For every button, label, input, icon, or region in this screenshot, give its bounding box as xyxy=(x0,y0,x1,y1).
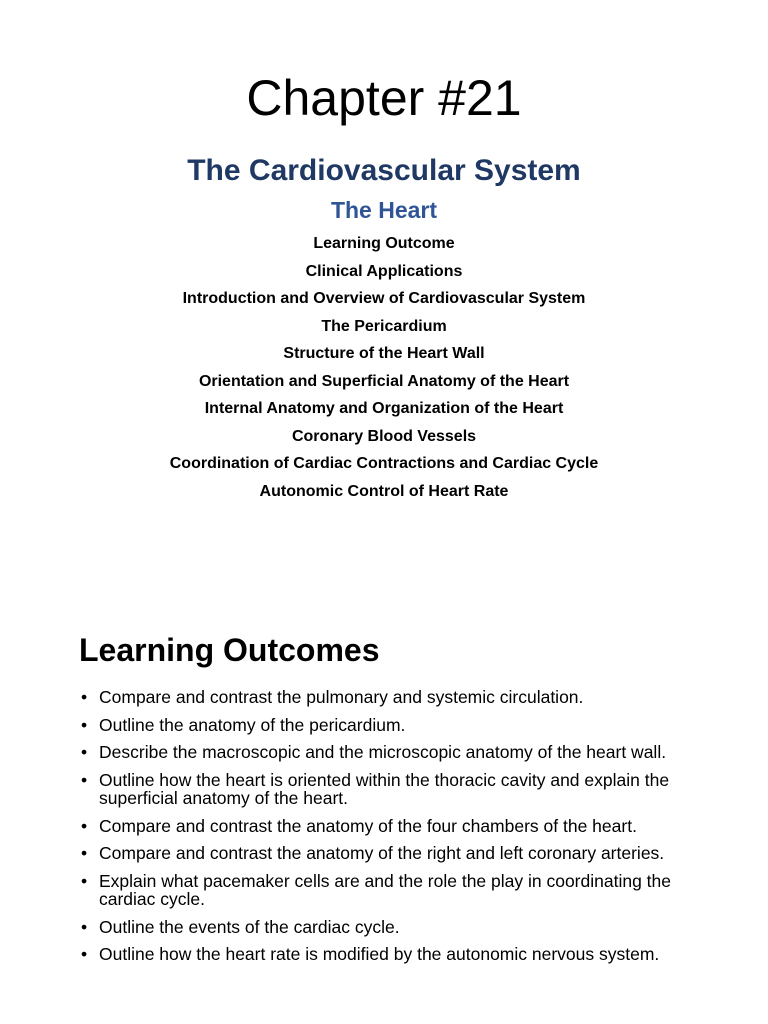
outcome-text: Compare and contrast the anatomy of the right and left coronary arteries. xyxy=(99,843,665,863)
outcome-text: Compare and contrast the anatomy of the four chambers of the heart. xyxy=(99,815,637,836)
toc-item: Internal Anatomy and Organization of the Heart xyxy=(204,400,564,417)
outcome-text: Outline how the heart is oriented within the thoracic cavity and explain the superficial anatomy of the heart. xyxy=(99,769,670,808)
chapter-topic: The Heart xyxy=(330,197,438,223)
outcome-text: Outline how the heart rate is modified by the autonomic nervous system. xyxy=(99,944,660,964)
outcome-text: Explain what pacemaker cells are and the role the play in coordinating the cardiac cycle. xyxy=(99,870,672,909)
bullet-icon: • xyxy=(81,944,88,964)
toc-item: Autonomic Control of Heart Rate xyxy=(259,482,509,500)
list-item xyxy=(79,844,679,863)
list-item xyxy=(79,817,679,836)
learning-outcomes-list xyxy=(79,688,679,973)
toc-item: Learning Outcome xyxy=(313,235,455,252)
table-of-contents xyxy=(0,230,768,505)
list-item xyxy=(79,771,679,808)
toc-item: Coronary Blood Vessels xyxy=(291,427,477,445)
list-item xyxy=(79,945,679,964)
toc-item: Orientation and Superficial Anatomy of the Heart xyxy=(198,372,570,390)
list-item xyxy=(79,918,679,937)
learning-outcomes-slide xyxy=(0,600,768,1024)
outcome-text: Outline the anatomy of the pericardium. xyxy=(99,714,406,735)
list-item xyxy=(79,688,679,707)
list-item xyxy=(79,743,679,762)
bullet-icon: • xyxy=(81,870,88,891)
list-item xyxy=(79,872,679,909)
outcome-text: Describe the macroscopic and the microscopic anatomy of the heart wall. xyxy=(99,742,667,762)
toc-item: Clinical Applications xyxy=(305,262,463,280)
outcome-text: Compare and contrast the pulmonary and systemic circulation. xyxy=(99,687,584,707)
chapter-subtitle: The Cardiovascular System xyxy=(187,154,581,187)
list-item xyxy=(79,716,679,735)
bullet-icon: • xyxy=(81,714,88,735)
chapter-title: Chapter #21 xyxy=(246,70,522,126)
outcome-text: Outline the events of the cardiac cycle. xyxy=(99,916,400,937)
learning-outcomes-title: Learning Outcomes xyxy=(79,632,380,668)
bullet-icon: • xyxy=(81,843,88,863)
toc-item: Coordination of Cardiac Contractions and Cardiac Cycle xyxy=(169,455,599,472)
bullet-icon: • xyxy=(81,742,88,762)
bullet-icon: • xyxy=(81,815,88,836)
toc-item: The Pericardium xyxy=(321,317,447,335)
bullet-icon: • xyxy=(81,687,88,707)
bullet-icon: • xyxy=(81,916,88,937)
bullet-icon: • xyxy=(81,769,88,790)
toc-item: Structure of the Heart Wall xyxy=(283,345,485,362)
toc-item: Introduction and Overview of Cardiovascular System xyxy=(182,290,586,307)
